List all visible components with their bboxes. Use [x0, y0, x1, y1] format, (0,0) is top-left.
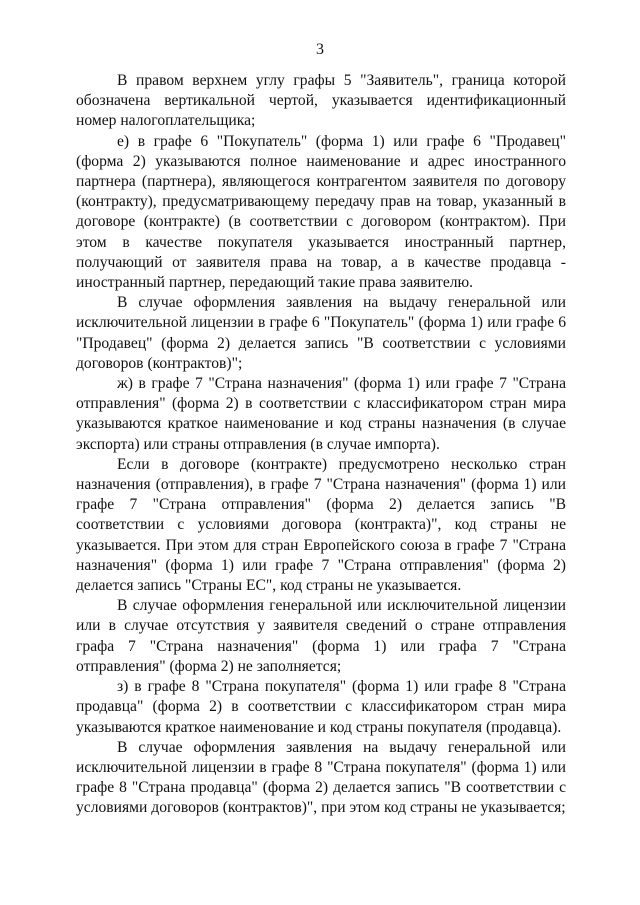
document-body	[76, 71, 566, 819]
paragraph-item-zh-country: ж) в графе 7 "Страна назначения" (форма 1) или графе 7 "Страна отправления" (форма 2) в соответствии с классификатором стран мира указываются краткое наименование и код страны назначения (в случае экспорта) или страны отправления (в случае импорта).	[76, 375, 566, 453]
paragraph-general-license-buyer-country: В случае оформления заявления на выдачу генеральной или исключительной лицензии в графе 8 "Страна покупателя" (форма 1) или графе 8 "Страна продавца" (форма 2) делается запись "В соответствии с условиями договоров (контрактов)", при этом код страны не указывается;	[76, 738, 566, 817]
page-number: 3	[316, 41, 324, 58]
paragraph-item-e-buyer-seller: е) в графе 6 "Покупатель" (форма 1) или графе 6 "Продавец" (форма 2) указываются полное наименование и адрес иностранного партнера (партнера), являющегося контрагентом заявителя по договору (контракту), предусматривающему передачу прав на товар, указанный в договоре (контракте) (в соответствии с договором (контрактом). При этом в качестве покупателя указывается иностранный партнер, получающий от заявителя права на товар, а в качестве продавца - иностранный партнер, передающий такие права заявителю.	[76, 132, 566, 292]
paragraph-multiple-countries: Если в договоре (контракте) предусмотрено несколько стран назначения (отправления), в графе 7 "Страна назначения" (форма 1) или графе 7 "Страна отправления" (форма 2) делается запись "В соответствии с условиями договора (контракта)", код страны не указывается. При этом для стран Европейского союза в графе 7 "Страна назначения" (форма 1) или графе 7 "Страна отправления" (форма 2) делается запись "Страны ЕС", код страны не указывается.	[76, 455, 566, 595]
paragraph-general-license-buyer: В случае оформления заявления на выдачу генеральной или исключительной лицензии в графе 6 "Покупатель" (форма 1) или графе 6 "Продавец" (форма 2) делается запись "В соответствии с условиями договоров (контрактов)";	[76, 294, 566, 372]
paragraph-item-z-buyer-country: з) в графе 8 "Страна покупателя" (форма 1) или графе 8 "Страна продавца" (форма 2) в соответствии с классификатором стран мира указываются краткое наименование и код страны покупателя (продавца).	[76, 678, 566, 736]
paragraph-general-license-country: В случае оформления генеральной или исключительной лицензии или в случае отсутствия у заявителя сведений о стране отправления графа 7 "Страна назначения" (форма 1) или графа 7 "Страна отправления" (форма 2) не заполняется;	[76, 597, 566, 675]
paragraph-inn-location: В правом верхнем углу графы 5 "Заявитель", граница которой обозначена вертикальной чертой, указывается идентификационный номер налогоплательщика;	[76, 72, 566, 130]
